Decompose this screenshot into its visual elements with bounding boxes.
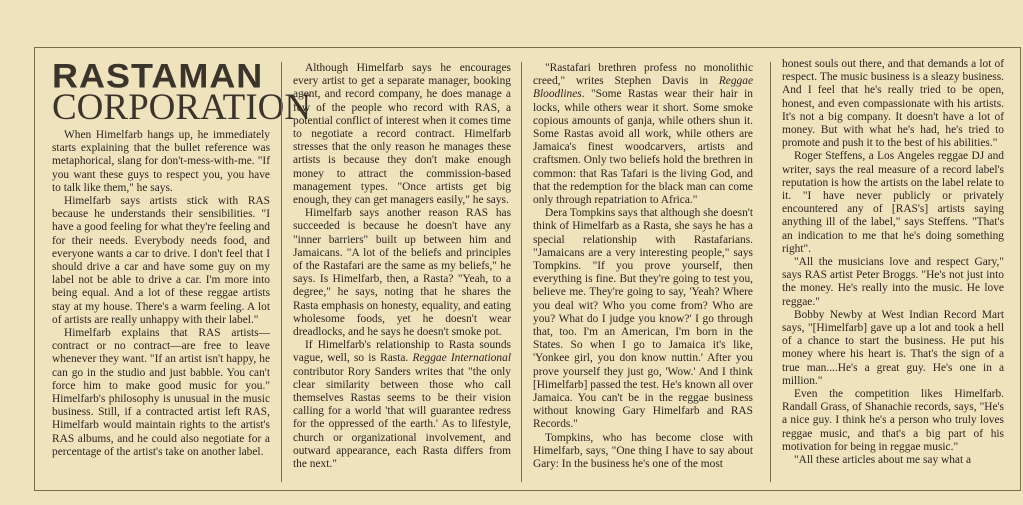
headline-line-2: CORPORATION — [52, 87, 312, 128]
paragraph-text: Himelfarb says artists stick with RAS because he understands their sensibilities. "I have a good feeling for what they're feeling and for their needs. Everybody needs food, and everyone wants a car to drive. I don't feel that I should drive a car and have some guy on my label not be able to drive a car. I'm more into being equal. And a lot of these reggae artists stay at my house. There's a warm feeling. A lot of artists are really unhappy with their label." — [52, 195, 270, 326]
article-paragraph — [293, 62, 511, 207]
paragraph-text: If Himelfarb's relationship to Rasta sounds vague, well, so is Rasta. — [293, 339, 511, 365]
headline-line-1: RASTAMAN — [52, 55, 264, 96]
paragraph-text: Even the competition likes Himelfarb. Randall Grass, of Shanachie records, says, "He's a nice guy. I think he's a person who truly loves reggae music, and that's a big part of his motivation for being in reggae music." — [782, 388, 1004, 453]
paragraph-text: "All the musicians love and respect Gary," says RAS artist Peter Broggs. "He's not just into the money. He's really into the music. He love reggae." — [782, 256, 1004, 308]
article-paragraph — [533, 62, 753, 207]
article-paragraph — [52, 129, 270, 195]
article-paragraph — [782, 150, 1004, 256]
paragraph-text: contributor Rory Sanders writes that "the only clear similarity between those who call themselves Rastas seems to be their vision calling for a world 'that will guarantee redress for the oppressed of the earth.' As to lifestyle, church or organizational involvement, and outward appearance, each Rasta differs from the next." — [293, 365, 511, 471]
column-divider — [770, 62, 771, 482]
paragraph-text: Although Himelfarb says he encourages every artist to get a separate manager, booking agent, and record company, he does manage a few of the people who record with RAS, a potential conflict of interest when it comes time to negotiate a record contract. Himelfarb stresses that the only reason he manages these artists is because they don't make enough money to attract the commission-based management types. "Once artists get big enough, they can get managers easily," he says. — [293, 62, 511, 207]
article-paragraph — [533, 432, 753, 472]
column-divider — [521, 62, 522, 482]
paragraph-text: Himelfarb says another reason RAS has succeeded is because he doesn't have any "inner barriers" built up between him and Jamaicans. "A lot of the beliefs and principles of the Rastafari are the same as my beliefs," he says. Is Himelfarb, then, a Rasta? "Yeah, to a degree," he says, noting that he shares the Rasta emphasis on honesty, equality, and eating wholesome foods, yet he doesn't wear dreadlocks, and he says he doesn't smoke pot. — [293, 207, 511, 339]
paragraph-text: Himelfarb explains that RAS artists—contract or no contract—are free to leave whenever they want. "If an artist isn't happy, he can go in the studio and just babble. You can't force him to make good music for you." Himelfarb's philosophy is unusual in the music business. Still, if a contracted artist left RAS, Himelfarb would maintain rights to the artist's RAS albums, and he could also negotiate for a percentage of the artist's take on another label. — [52, 327, 270, 458]
paragraph-text: honest souls out there, and that demands a lot of respect. The music business is a sleazy business. And I feel that he's really tried to be open, honest, and even compassionate with his artists. It's not a big company. It doesn't have a lot of money. But with what he's had, he's tried to promote and push it to the best of his abilities." — [782, 58, 1004, 150]
article-paragraph — [782, 309, 1004, 388]
article-paragraph — [782, 388, 1004, 454]
article-paragraph — [782, 58, 1004, 150]
article-paragraph — [52, 327, 270, 459]
article-paragraph — [293, 207, 511, 339]
column-3 — [533, 62, 753, 471]
publication-title: Reggae International — [412, 352, 511, 365]
paragraph-text: "Rastafari brethren profess no monolithic creed," writes Stephen Davis in — [533, 62, 753, 88]
publication-title: Reggae Bloodlines — [533, 75, 753, 101]
paragraph-text: Roger Steffens, a Los Angeles reggae DJ and writer, says the real measure of a record label's reputation is how the artists on the label relate to it. "I have never publicly or privately encountered any of [RAS's] artists saying anything ill of the label," says Steffens. "That's an indication to me that he's doing something right". — [782, 150, 1004, 255]
article-paragraph — [293, 339, 511, 471]
article-paragraph — [782, 454, 1004, 467]
paragraph-text: "All these articles about me say what a — [794, 454, 972, 467]
paragraph-text: When Himelfarb hangs up, he immediately starts explaining that the bullet reference was metaphorical, slang for don't-mess-with-me. "If you want these guys to respect you, you have to talk like them," he says. — [52, 129, 270, 194]
article-paragraph — [52, 195, 270, 327]
paragraph-text: Bobby Newby at West Indian Record Mart says, "[Himelfarb] gave up a lot and took a hell of a chance to start the business. He put his money where his heart is. That's the sign of a true man....He's a great guy. He's one in a million." — [782, 308, 1004, 387]
column-divider — [281, 62, 282, 482]
article-paragraph — [533, 207, 753, 431]
paragraph-text: Tompkins, who has become close with Himelfarb, says, "One thing I have to say about Gary: In the business he's one of the most — [533, 431, 753, 471]
article-paragraph — [782, 256, 1004, 309]
column-4 — [782, 58, 1004, 467]
column-1 — [52, 55, 312, 459]
paragraph-text: Dera Tompkins says that although she doesn't think of Himelfarb as a Rasta, she says he has a special relationship with Rastafarians. "Jamaicans are a very interesting people," says Tompkins. "If you prove yourself, then everything is fine. But they're going to test you, believe me. They're going to say, 'Yeah? Where you deal wit? Who you come from? Who are you? What do I judge you know?' I go through that, too. I'm an American, I'm born in the States. So when I go to Jamaica it's like, 'Yonkee girl, you don know nuttin.' After you prove yourself they just go, 'Wow.' And I think [Himelfarb] passed the test. He's known all over Jamaica. You can't be in the reggae business without knowing Gary Himelfarb and RAS Records." — [533, 207, 753, 431]
column-2 — [293, 62, 511, 471]
paragraph-text: . "Some Rastas wear their hair in locks, while others wear it short. Some smoke copious amounts of ganja, while others shun it. Some Rastas avoid all work, while others are Jamaica's finest woodcarvers, artists and craftsmen. Only two beliefs hold the brethren in common: that Ras Tafari is the living God, and that the redemption for the black man can come only through repatriation to Africa." — [533, 88, 753, 207]
